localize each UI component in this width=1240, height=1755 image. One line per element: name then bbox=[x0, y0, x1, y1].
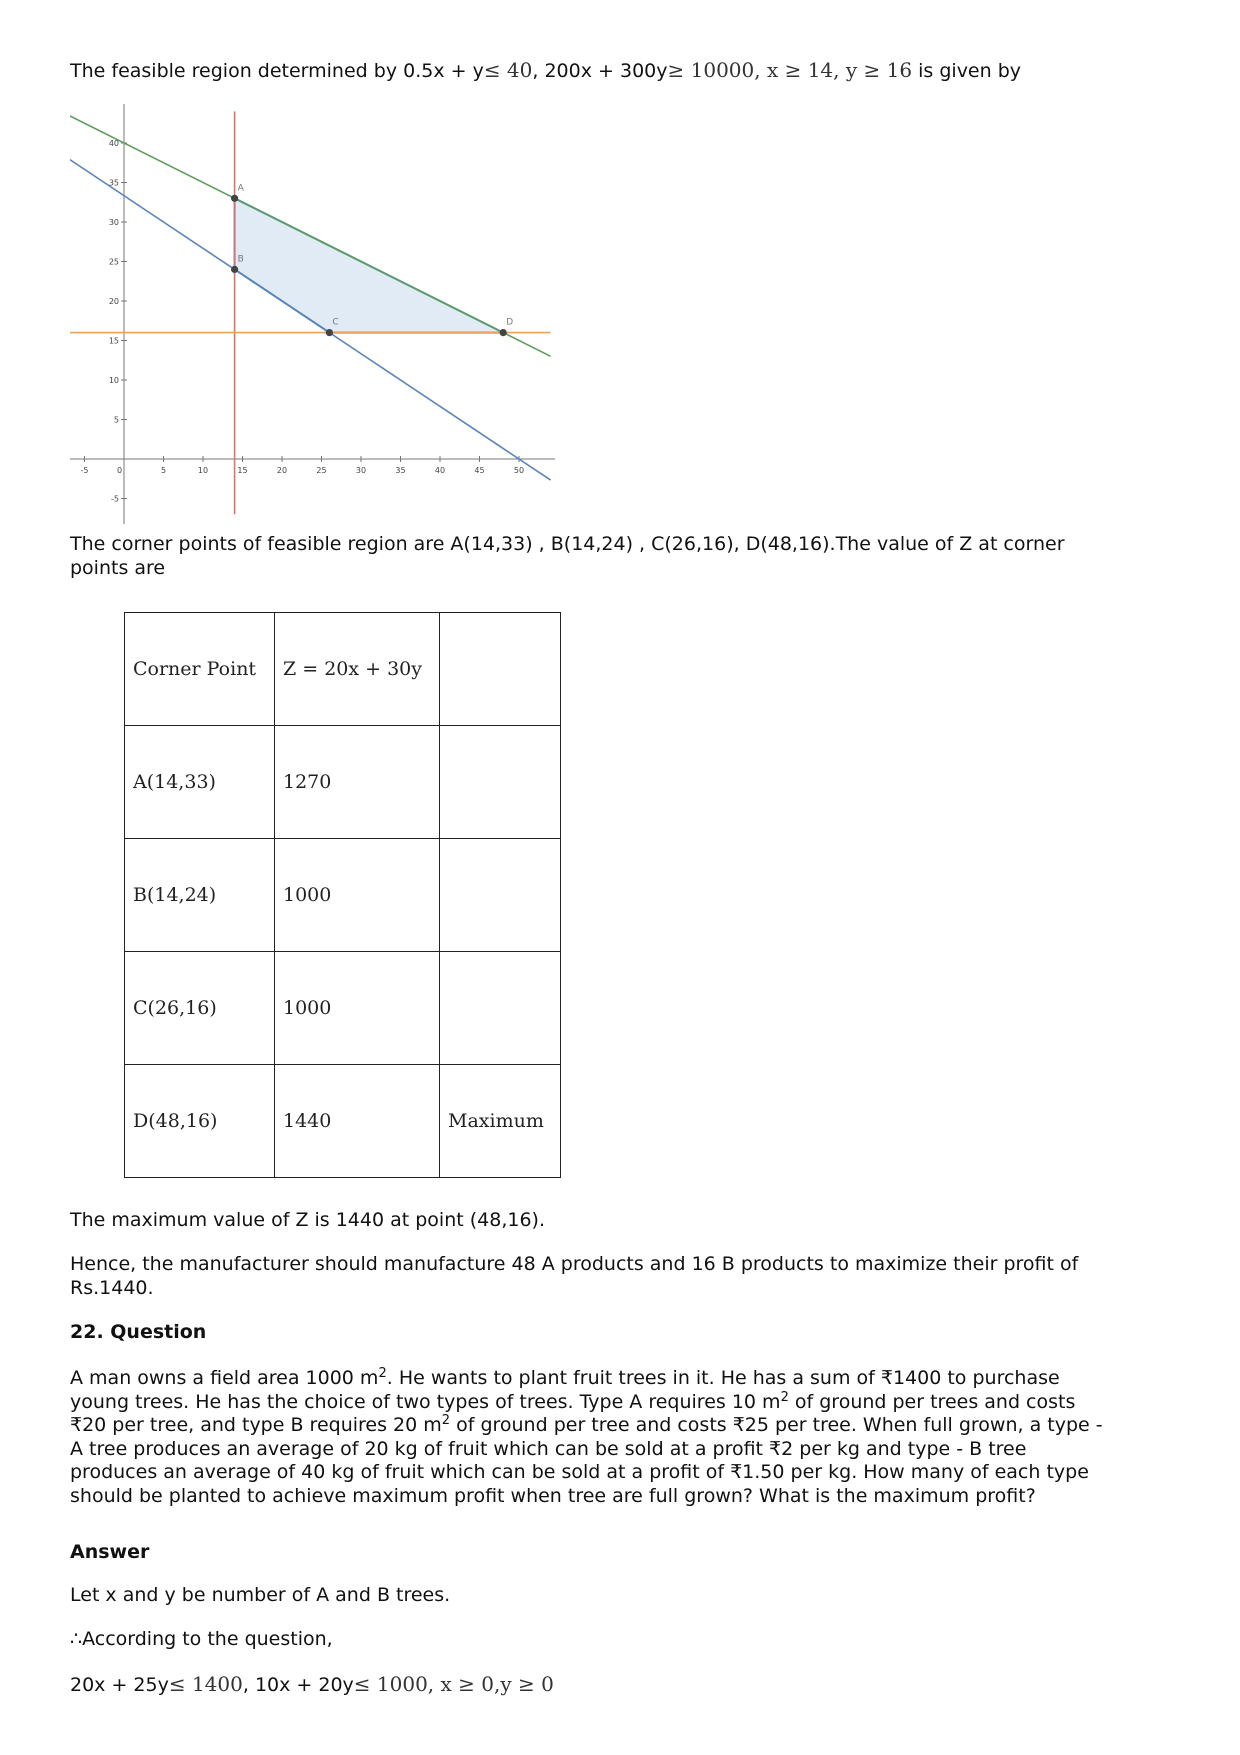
table-cell: B(14,24) bbox=[125, 839, 275, 952]
answer-according: ∴According to the question, bbox=[70, 1628, 333, 1650]
table-header-cell bbox=[440, 613, 561, 726]
table-cell: 1000 bbox=[275, 839, 440, 952]
superscript: 2 bbox=[780, 1389, 789, 1405]
y-tick-label: 35 bbox=[108, 178, 119, 188]
superscript: 2 bbox=[378, 1366, 387, 1381]
corner-points-text bbox=[70, 532, 1170, 580]
intro-line bbox=[70, 58, 1021, 83]
hence-line1: Hence, the manufacturer should manufacture 48 A products and 16 B products to maximize their profit of bbox=[70, 1253, 1079, 1275]
question-line bbox=[70, 1367, 1170, 1391]
question-line: should be planted to achieve maximum profit when tree are full grown? What is the maximum profit? bbox=[70, 1484, 1036, 1507]
table-row bbox=[125, 952, 561, 1065]
x-tick-label: 10 bbox=[197, 466, 209, 475]
intro-ineq1: ≤ 40 bbox=[483, 58, 533, 82]
question-line-part: of ground per trees and costs bbox=[788, 1390, 1076, 1413]
x-tick-label: 25 bbox=[316, 466, 327, 475]
table-cell bbox=[440, 726, 561, 839]
table-header-cell: Corner Point bbox=[125, 613, 275, 726]
eq-ineq2: ≤ 1000, x ≥ 0,y ≥ 0 bbox=[353, 1672, 554, 1696]
question-line bbox=[70, 1414, 1170, 1438]
intro-ineq2: ≥ 10000, x ≥ 14, y ≥ 16 bbox=[667, 58, 913, 82]
y-tick-label: 30 bbox=[108, 218, 119, 227]
intro-suffix: is given by bbox=[912, 60, 1022, 82]
eq-mid: , 10x + 20y bbox=[242, 1674, 354, 1696]
question-line-part: . He wants to plant fruit trees in it. He has a sum of ₹1400 to purchase bbox=[386, 1367, 1060, 1389]
corner-point-label: A bbox=[237, 183, 244, 194]
y-tick-label: 25 bbox=[108, 257, 119, 267]
y-tick-label: 5 bbox=[113, 415, 119, 425]
question-line bbox=[70, 1391, 1170, 1415]
hence-text bbox=[70, 1252, 1170, 1300]
table-row bbox=[125, 726, 561, 839]
x-tick-label: 50 bbox=[513, 466, 525, 475]
table-row bbox=[125, 1065, 561, 1178]
corner-point-b bbox=[231, 266, 238, 273]
x-tick-label: 30 bbox=[355, 466, 367, 475]
table-cell: C(26,16) bbox=[125, 952, 275, 1065]
eq-prefix: 20x + 25y bbox=[70, 1674, 169, 1696]
table-row bbox=[125, 839, 561, 952]
table-cell: Maximum bbox=[440, 1065, 561, 1178]
table-cell: A(14,33) bbox=[125, 726, 275, 839]
table-header-row bbox=[125, 613, 561, 726]
answer-equation bbox=[70, 1672, 554, 1697]
corner-text-line2: points are bbox=[70, 557, 166, 579]
corner-point-label: D bbox=[506, 317, 514, 328]
table-cell: 1270 bbox=[275, 726, 440, 839]
y-tick-label: 40 bbox=[108, 139, 119, 148]
eq-ineq1: ≤ 1400 bbox=[168, 1672, 243, 1696]
y-tick-label: 15 bbox=[108, 336, 119, 346]
y-tick-label: -5 bbox=[111, 494, 119, 504]
z-value-table bbox=[124, 612, 561, 1178]
question-line-part: ₹20 per tree, and type B requires 20 m bbox=[70, 1414, 442, 1436]
x-tick-label: 0 bbox=[117, 466, 123, 475]
corner-point-a bbox=[231, 195, 238, 202]
answer-let: Let x and y be number of A and B trees. bbox=[70, 1584, 451, 1606]
table-cell bbox=[440, 839, 561, 952]
y-tick-label: 10 bbox=[108, 376, 119, 385]
question-heading: 22. Question bbox=[70, 1321, 207, 1343]
x-tick-label: -5 bbox=[80, 466, 89, 475]
x-tick-label: 5 bbox=[160, 466, 167, 475]
feasible-region-graph bbox=[70, 104, 555, 524]
answer-heading: Answer bbox=[70, 1541, 150, 1563]
question-line: produces an average of 40 kg of fruit which can be sold at a profit of ₹1.50 per kg. How many of each type bbox=[70, 1461, 1089, 1483]
x-tick-label: 20 bbox=[276, 466, 288, 475]
y-tick-label: 20 bbox=[108, 297, 119, 306]
x-tick-label: 35 bbox=[395, 466, 406, 475]
corner-point-label: C bbox=[332, 317, 339, 328]
table-cell: 1000 bbox=[275, 952, 440, 1065]
corner-point-label: B bbox=[237, 254, 244, 265]
x-tick-label: 15 bbox=[237, 466, 248, 475]
question-line-part: of ground per tree and costs ₹25 per tree. When full grown, a type - bbox=[450, 1414, 1103, 1436]
question-text bbox=[70, 1367, 1170, 1508]
question-line-part: young trees. He has the choice of two types of trees. Type A requires 10 m bbox=[70, 1390, 781, 1413]
question-line-part: A man owns a field area 1000 m bbox=[70, 1367, 379, 1389]
corner-point-c bbox=[326, 329, 333, 336]
superscript: 2 bbox=[441, 1413, 451, 1428]
table-cell: 1440 bbox=[275, 1065, 440, 1178]
x-tick-label: 45 bbox=[474, 466, 485, 475]
table-header-cell: Z = 20x + 30y bbox=[275, 613, 440, 726]
intro-mid: , 200x + 300y bbox=[532, 60, 668, 82]
table-cell: D(48,16) bbox=[125, 1065, 275, 1178]
max-value-text: The maximum value of Z is 1440 at point (48,16). bbox=[70, 1209, 545, 1231]
x-tick-label: 40 bbox=[434, 466, 446, 475]
corner-text-line1: The corner points of feasible region are A(14,33) , B(14,24) , C(26,16), D(48,16).The value of Z at corner bbox=[70, 533, 1065, 555]
intro-prefix: The feasible region determined by 0.5x + y bbox=[70, 60, 484, 82]
corner-point-d bbox=[500, 329, 507, 336]
question-line: A tree produces an average of 20 kg of fruit which can be sold at a profit ₹2 per kg and type - B tree bbox=[70, 1437, 1027, 1460]
hence-line2: Rs.1440. bbox=[70, 1277, 154, 1299]
table-cell bbox=[440, 952, 561, 1065]
